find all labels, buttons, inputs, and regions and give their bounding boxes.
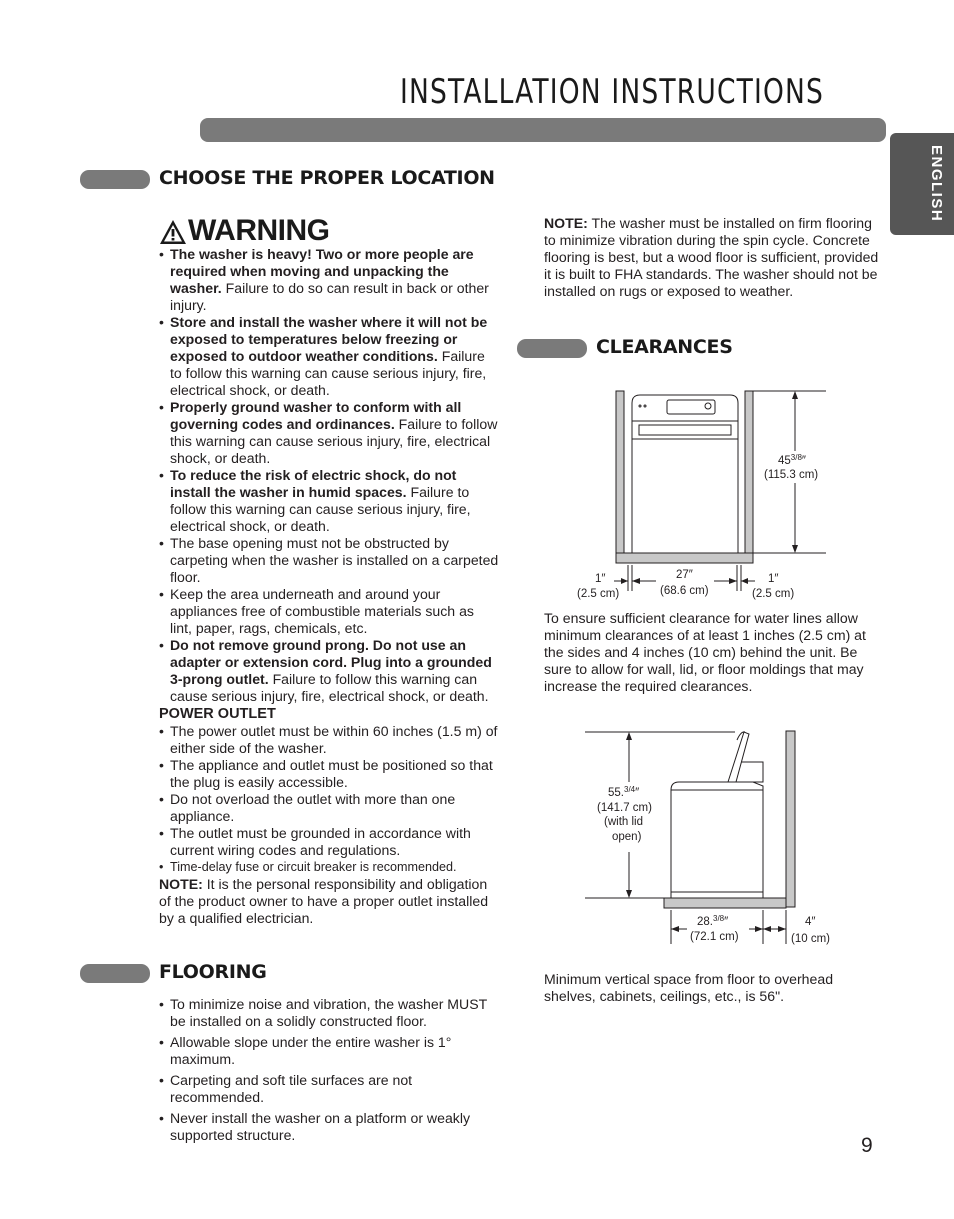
- language-tab-label: ENGLISH: [928, 145, 945, 223]
- list-item: • Do not overload the outlet with more than one appliance.: [159, 791, 499, 825]
- warning-header: [159, 214, 330, 248]
- svg-text:55.3/4″: 55.$^{3/4}$″: [608, 785, 640, 799]
- front-left-cm: (2.5 cm): [577, 588, 620, 600]
- power-outlet-heading: POWER OUTLET: [159, 706, 276, 722]
- section-pill-location: [80, 170, 150, 189]
- language-tab: [890, 133, 954, 235]
- flooring-column: [159, 996, 499, 1148]
- front-right-cm: (2.5 cm): [752, 588, 795, 600]
- side-height-value: 55.: [608, 787, 624, 799]
- front-height-cm: (115.3 cm): [764, 469, 819, 481]
- front-clearance-diagram: [570, 385, 840, 605]
- front-width-value: 27″: [676, 569, 693, 581]
- svg-text:28.3/8″: 28.$^{3/8}$″: [697, 914, 729, 928]
- side-height-cm: (141.7 cm): [597, 802, 652, 814]
- list-item: • Allowable slope under the entire washer is 1° maximum.: [159, 1034, 499, 1068]
- side-depth-value: 28.: [697, 916, 713, 928]
- list-item: • The outlet must be grounded in accordance with current wiring codes and regulations.: [159, 825, 499, 859]
- side-depth-fraction: 3/8: [713, 914, 725, 923]
- front-height-fraction: 3/8: [790, 453, 802, 462]
- flooring-heading: FLOORING: [159, 961, 267, 983]
- section-pill-clearances: [517, 339, 587, 358]
- list-item: • The washer is heavy! Two or more people are required when moving and unpacking the washer. Failure to do so can result in back or other injury.: [159, 246, 499, 314]
- side-height-note2: open): [612, 831, 642, 843]
- list-item: • The appliance and outlet must be positioned so that the plug is easily accessible.: [159, 757, 499, 791]
- side-back-cm: (10 cm): [791, 933, 830, 945]
- page-number: 9: [861, 1134, 873, 1157]
- location-column: [159, 246, 499, 927]
- side-back-value: 4″: [805, 916, 816, 928]
- page-title: INSTALLATION INSTRUCTIONS: [400, 72, 825, 112]
- list-item: • The power outlet must be within 60 inches (1.5 m) of either side of the washer.: [159, 723, 499, 757]
- list-item: • Time-delay fuse or circuit breaker is recommended.: [159, 859, 499, 876]
- side-height-fraction: 3/4: [624, 785, 636, 794]
- list-item: • Store and install the washer where it will not be exposed to temperatures below freezing or exposed to outdoor weather conditions. Failure to follow this warning can cause serious injury, fire, electrical shock, or death.: [159, 314, 499, 399]
- list-item: • Keep the area underneath and around your appliances free of combustible materials such as lint, paper, rags, chemicals, etc.: [159, 586, 499, 637]
- warning-list: [159, 246, 499, 705]
- outlet-note: NOTE: It is the personal responsibility and obligation of the product owner to have a proper outlet installed by a qualified electrician.: [159, 876, 489, 926]
- flooring-list: [159, 996, 499, 1144]
- svg-text:453/8″: $45^{3/8}''$: [778, 453, 806, 467]
- list-item: • The base opening must not be obstructed by carpeting when the washer is installed on a carpeted floor.: [159, 535, 499, 586]
- list-item: • Properly ground washer to conform with all governing codes and ordinances. Failure to follow this warning can cause serious injury, fire, electrical shock, or death.: [159, 399, 499, 467]
- front-left-value: 1″: [595, 573, 606, 585]
- side-height-note1: (with lid: [604, 816, 643, 828]
- list-item: • Never install the washer on a platform or weakly supported structure.: [159, 1110, 499, 1144]
- power-outlet-list: [159, 723, 499, 876]
- location-heading: CHOOSE THE PROPER LOCATION: [159, 167, 495, 189]
- vertical-space-paragraph: Minimum vertical space from floor to overhead shelves, cabinets, ceilings, etc., is 56".: [544, 971, 834, 1004]
- title-bar: [200, 118, 886, 142]
- front-height-value: 45: [778, 455, 791, 467]
- section-pill-flooring: [80, 964, 150, 983]
- list-item: • Carpeting and soft tile surfaces are not recommended.: [159, 1072, 499, 1106]
- clearances-paragraph: To ensure sufficient clearance for water lines allow minimum clearances of at least 1 inches (2.5 cm) at the sides and 4 inches (10 cm) behind the unit. Be sure to allow for wall, lid, or floor moldings that may increase the required clearances.: [544, 610, 866, 694]
- warning-label: WARNING: [188, 214, 330, 247]
- clearances-heading: CLEARANCES: [596, 336, 733, 358]
- list-item: • Do not remove ground prong. Do not use an adapter or extension cord. Plug into a grounded 3-prong outlet. Failure to follow this warning can cause serious injury, fire, electrical shock, or death.: [159, 637, 499, 705]
- side-clearance-diagram: [585, 726, 845, 956]
- front-width-cm: (68.6 cm): [660, 585, 709, 597]
- flooring-note: NOTE: The washer must be installed on firm flooring to minimize vibration during the spin cycle. Concrete flooring is best, but a wood floor is sufficient, provided it is built to FHA standards. The washer should not be installed on rugs or exposed to weather.: [544, 215, 879, 299]
- list-item: • To minimize noise and vibration, the washer MUST be installed on a solidly constructed floor.: [159, 996, 499, 1030]
- front-right-value: 1″: [768, 573, 779, 585]
- side-depth-cm: (72.1 cm): [690, 931, 739, 943]
- list-item: • To reduce the risk of electric shock, do not install the washer in humid spaces. Failure to follow this warning can cause serious injury, fire, electrical shock, or death.: [159, 467, 499, 535]
- warning-icon: [159, 219, 187, 245]
